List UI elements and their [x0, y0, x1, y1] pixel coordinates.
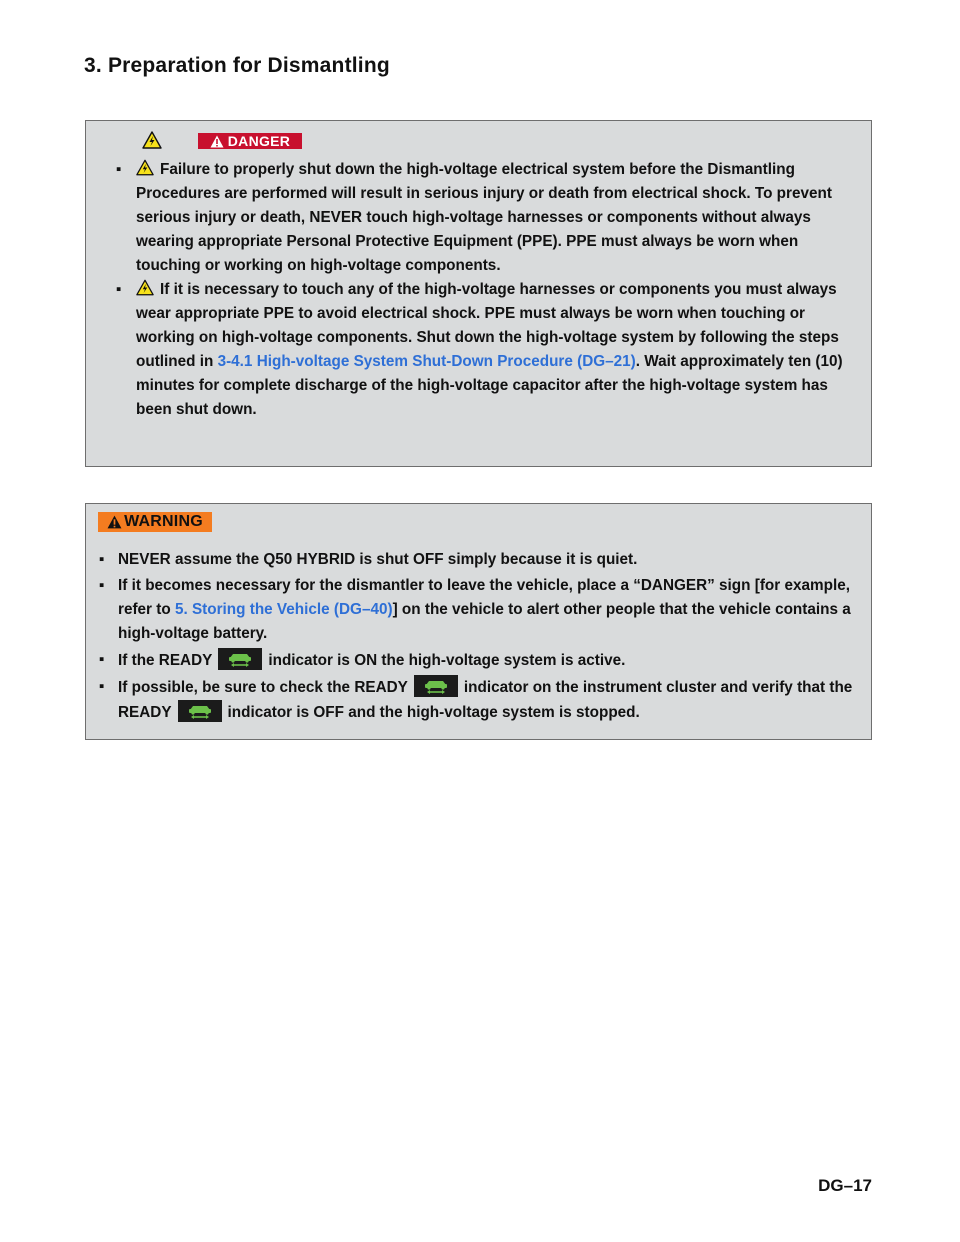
danger-item-2-text-after: . Wait approximately ten (10) minutes for complete discharge of the high-voltage capacitor after the high-voltage system has been shut down.	[136, 353, 843, 418]
list-item	[99, 675, 859, 725]
warning-item-4-text-middle: indicator on the instrument cluster and verify that the READY	[118, 679, 853, 721]
storing-vehicle-link[interactable]: 5. Storing the Vehicle (DG–40)	[174, 601, 393, 618]
list-item	[99, 648, 859, 673]
high-voltage-warning-icon	[136, 159, 154, 176]
warning-item-4-text-after: indicator is OFF and the high-voltage system is stopped.	[227, 704, 640, 721]
ready-indicator-icon	[414, 675, 458, 697]
ready-indicator-icon	[218, 648, 262, 670]
bullet: ▪	[99, 651, 105, 668]
warning-label-text: WARNING	[124, 513, 203, 530]
warning-item-2-text-after: ] on the vehicle to alert other people that the vehicle contains a high-voltage battery.	[118, 601, 851, 642]
shutdown-procedure-link[interactable]: 3-4.1 High-voltage System Shut-Down Procedure (DG–21)	[217, 353, 636, 370]
ready-indicator-icon	[178, 700, 222, 722]
list-item	[99, 574, 859, 646]
warning-item-3-text-after: indicator is ON the high-voltage system is active.	[268, 652, 626, 669]
alert-triangle-icon	[210, 135, 224, 148]
list-item	[116, 158, 856, 278]
bullet: ▪	[99, 678, 105, 695]
danger-label	[198, 133, 302, 149]
list-item	[116, 278, 856, 422]
warning-label	[98, 512, 212, 532]
danger-list	[116, 158, 856, 422]
list-item	[99, 548, 859, 572]
bullet: ▪	[116, 161, 122, 178]
danger-item-1-text: Failure to properly shut down the high-voltage electrical system before the Dismantling Procedures are performed will result in serious injury or death from electrical shock. To prevent serious injury or death, NEVER touch high-voltage harnesses or components without always wearing appropriate Personal Protective Equipment (PPE). PPE must always be worn when touching or working on high-voltage components.	[136, 161, 832, 274]
warning-item-2-text-before: If it becomes necessary for the dismantler to leave the vehicle, place a “DANGER” sign [for example, refer to	[118, 577, 850, 618]
alert-triangle-icon	[107, 515, 122, 529]
page-number: DG–17	[818, 1176, 872, 1195]
high-voltage-warning-icon	[136, 279, 154, 296]
warning-item-4-text-before: If possible, be sure to check the READY	[118, 679, 408, 696]
bullet: ▪	[99, 577, 105, 594]
danger-item-2-text-before: If it is necessary to touch any of the high-voltage harnesses or components you must always wear appropriate PPE to avoid electrical shock. PPE must always be worn when touching or working on high-voltage components. Shut down the high-voltage system by following the steps outlined in	[136, 281, 839, 370]
warning-box	[85, 503, 872, 740]
bullet: ▪	[116, 281, 122, 298]
bullet: ▪	[99, 551, 105, 568]
warning-item-1-text: NEVER assume the Q50 HYBRID is shut OFF simply because it is quiet.	[118, 551, 638, 568]
section-title: 3. Preparation for Dismantling	[84, 54, 390, 77]
danger-label-text: DANGER	[227, 133, 291, 149]
warning-item-3-text-before: If the READY	[118, 652, 213, 669]
danger-box	[85, 120, 872, 467]
warning-list	[99, 548, 859, 727]
high-voltage-warning-icon	[142, 131, 162, 149]
